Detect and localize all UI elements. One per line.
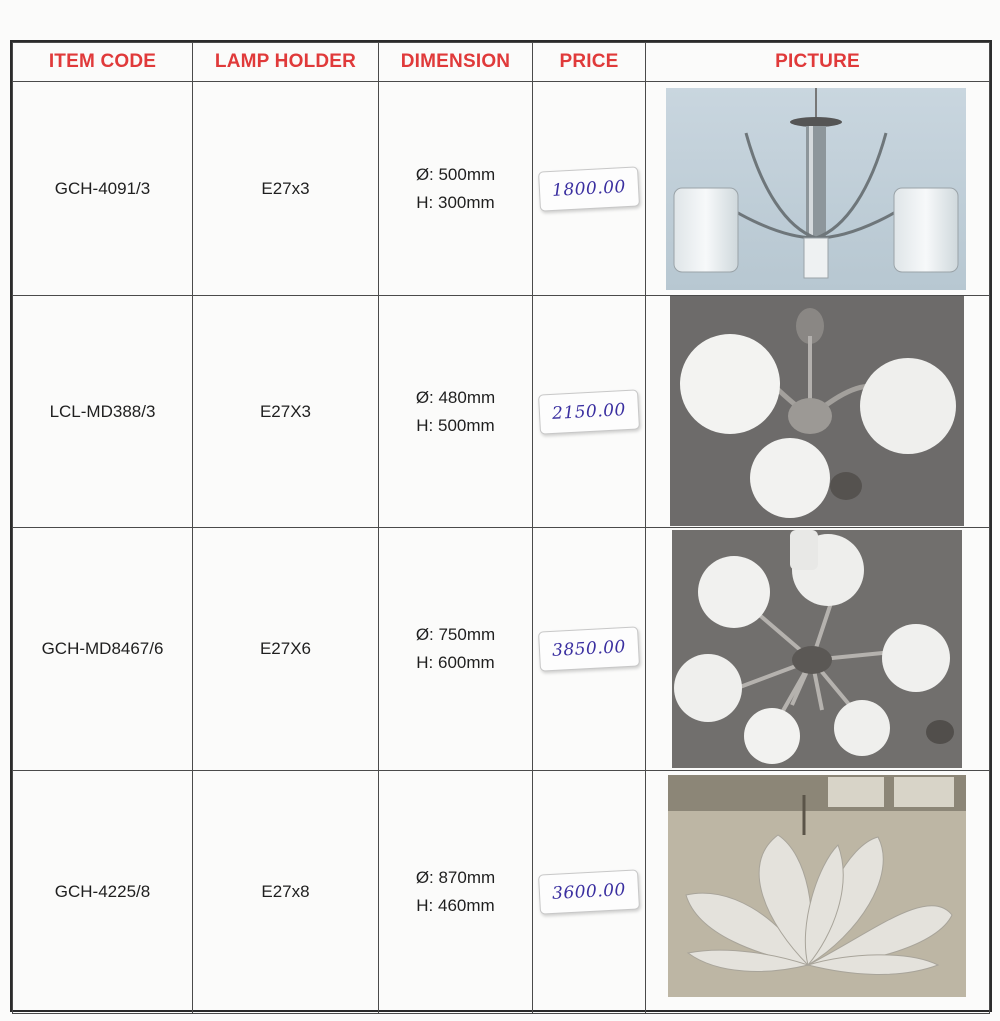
diameter-value: Ø: 750mm xyxy=(415,625,496,644)
price-cell xyxy=(533,528,646,771)
header-dimension: DIMENSION xyxy=(379,43,533,82)
header-item-code: ITEM CODE xyxy=(13,43,193,82)
price-list-sheet xyxy=(10,40,992,1012)
header-price: PRICE xyxy=(533,43,646,82)
chandelier-photo xyxy=(670,296,964,526)
chandelier-photo xyxy=(668,775,966,997)
lamp-holder-cell: E27x3 xyxy=(193,82,379,296)
header-picture: PICTURE xyxy=(646,43,990,82)
picture-cell xyxy=(646,771,990,1014)
diameter-value: Ø: 500mm xyxy=(415,164,496,184)
price-cell xyxy=(533,82,646,296)
price-list-table xyxy=(12,42,990,1014)
picture-cell xyxy=(646,82,990,296)
table-row xyxy=(13,771,990,1014)
price-tag: 2150.00 xyxy=(538,389,640,434)
table-row xyxy=(13,528,990,771)
dimension-cell xyxy=(379,296,533,528)
lamp-holder-cell: E27X3 xyxy=(193,296,379,528)
lamp-holder-cell: E27X6 xyxy=(193,528,379,771)
height-value: H: 300mm xyxy=(416,192,495,212)
chandelier-photo xyxy=(666,88,966,290)
price-cell xyxy=(533,296,646,528)
dimension-cell xyxy=(379,771,533,1014)
table-row xyxy=(13,82,990,296)
price-cell xyxy=(533,771,646,1014)
dimension-cell xyxy=(379,82,533,296)
price-tag: 3600.00 xyxy=(538,869,640,914)
height-value: H: 460mm xyxy=(416,896,495,915)
height-value: H: 600mm xyxy=(416,653,495,672)
header-lamp-holder: LAMP HOLDER xyxy=(193,43,379,82)
chandelier-photo xyxy=(672,530,962,768)
item-code-cell: GCH-4225/8 xyxy=(13,771,193,1014)
item-code-cell: GCH-MD8467/6 xyxy=(13,528,193,771)
picture-cell xyxy=(646,296,990,528)
diameter-value: Ø: 870mm xyxy=(415,868,496,887)
price-tag: 3850.00 xyxy=(538,626,640,671)
height-value: H: 500mm xyxy=(416,415,495,435)
dimension-cell xyxy=(379,528,533,771)
item-code-cell: LCL-MD388/3 xyxy=(13,296,193,528)
lamp-holder-cell: E27x8 xyxy=(193,771,379,1014)
price-tag: 1800.00 xyxy=(538,166,640,211)
item-code-cell: GCH-4091/3 xyxy=(13,82,193,296)
picture-cell xyxy=(646,528,990,771)
table-row xyxy=(13,296,990,528)
diameter-value: Ø: 480mm xyxy=(415,387,496,407)
header-row xyxy=(13,43,990,82)
